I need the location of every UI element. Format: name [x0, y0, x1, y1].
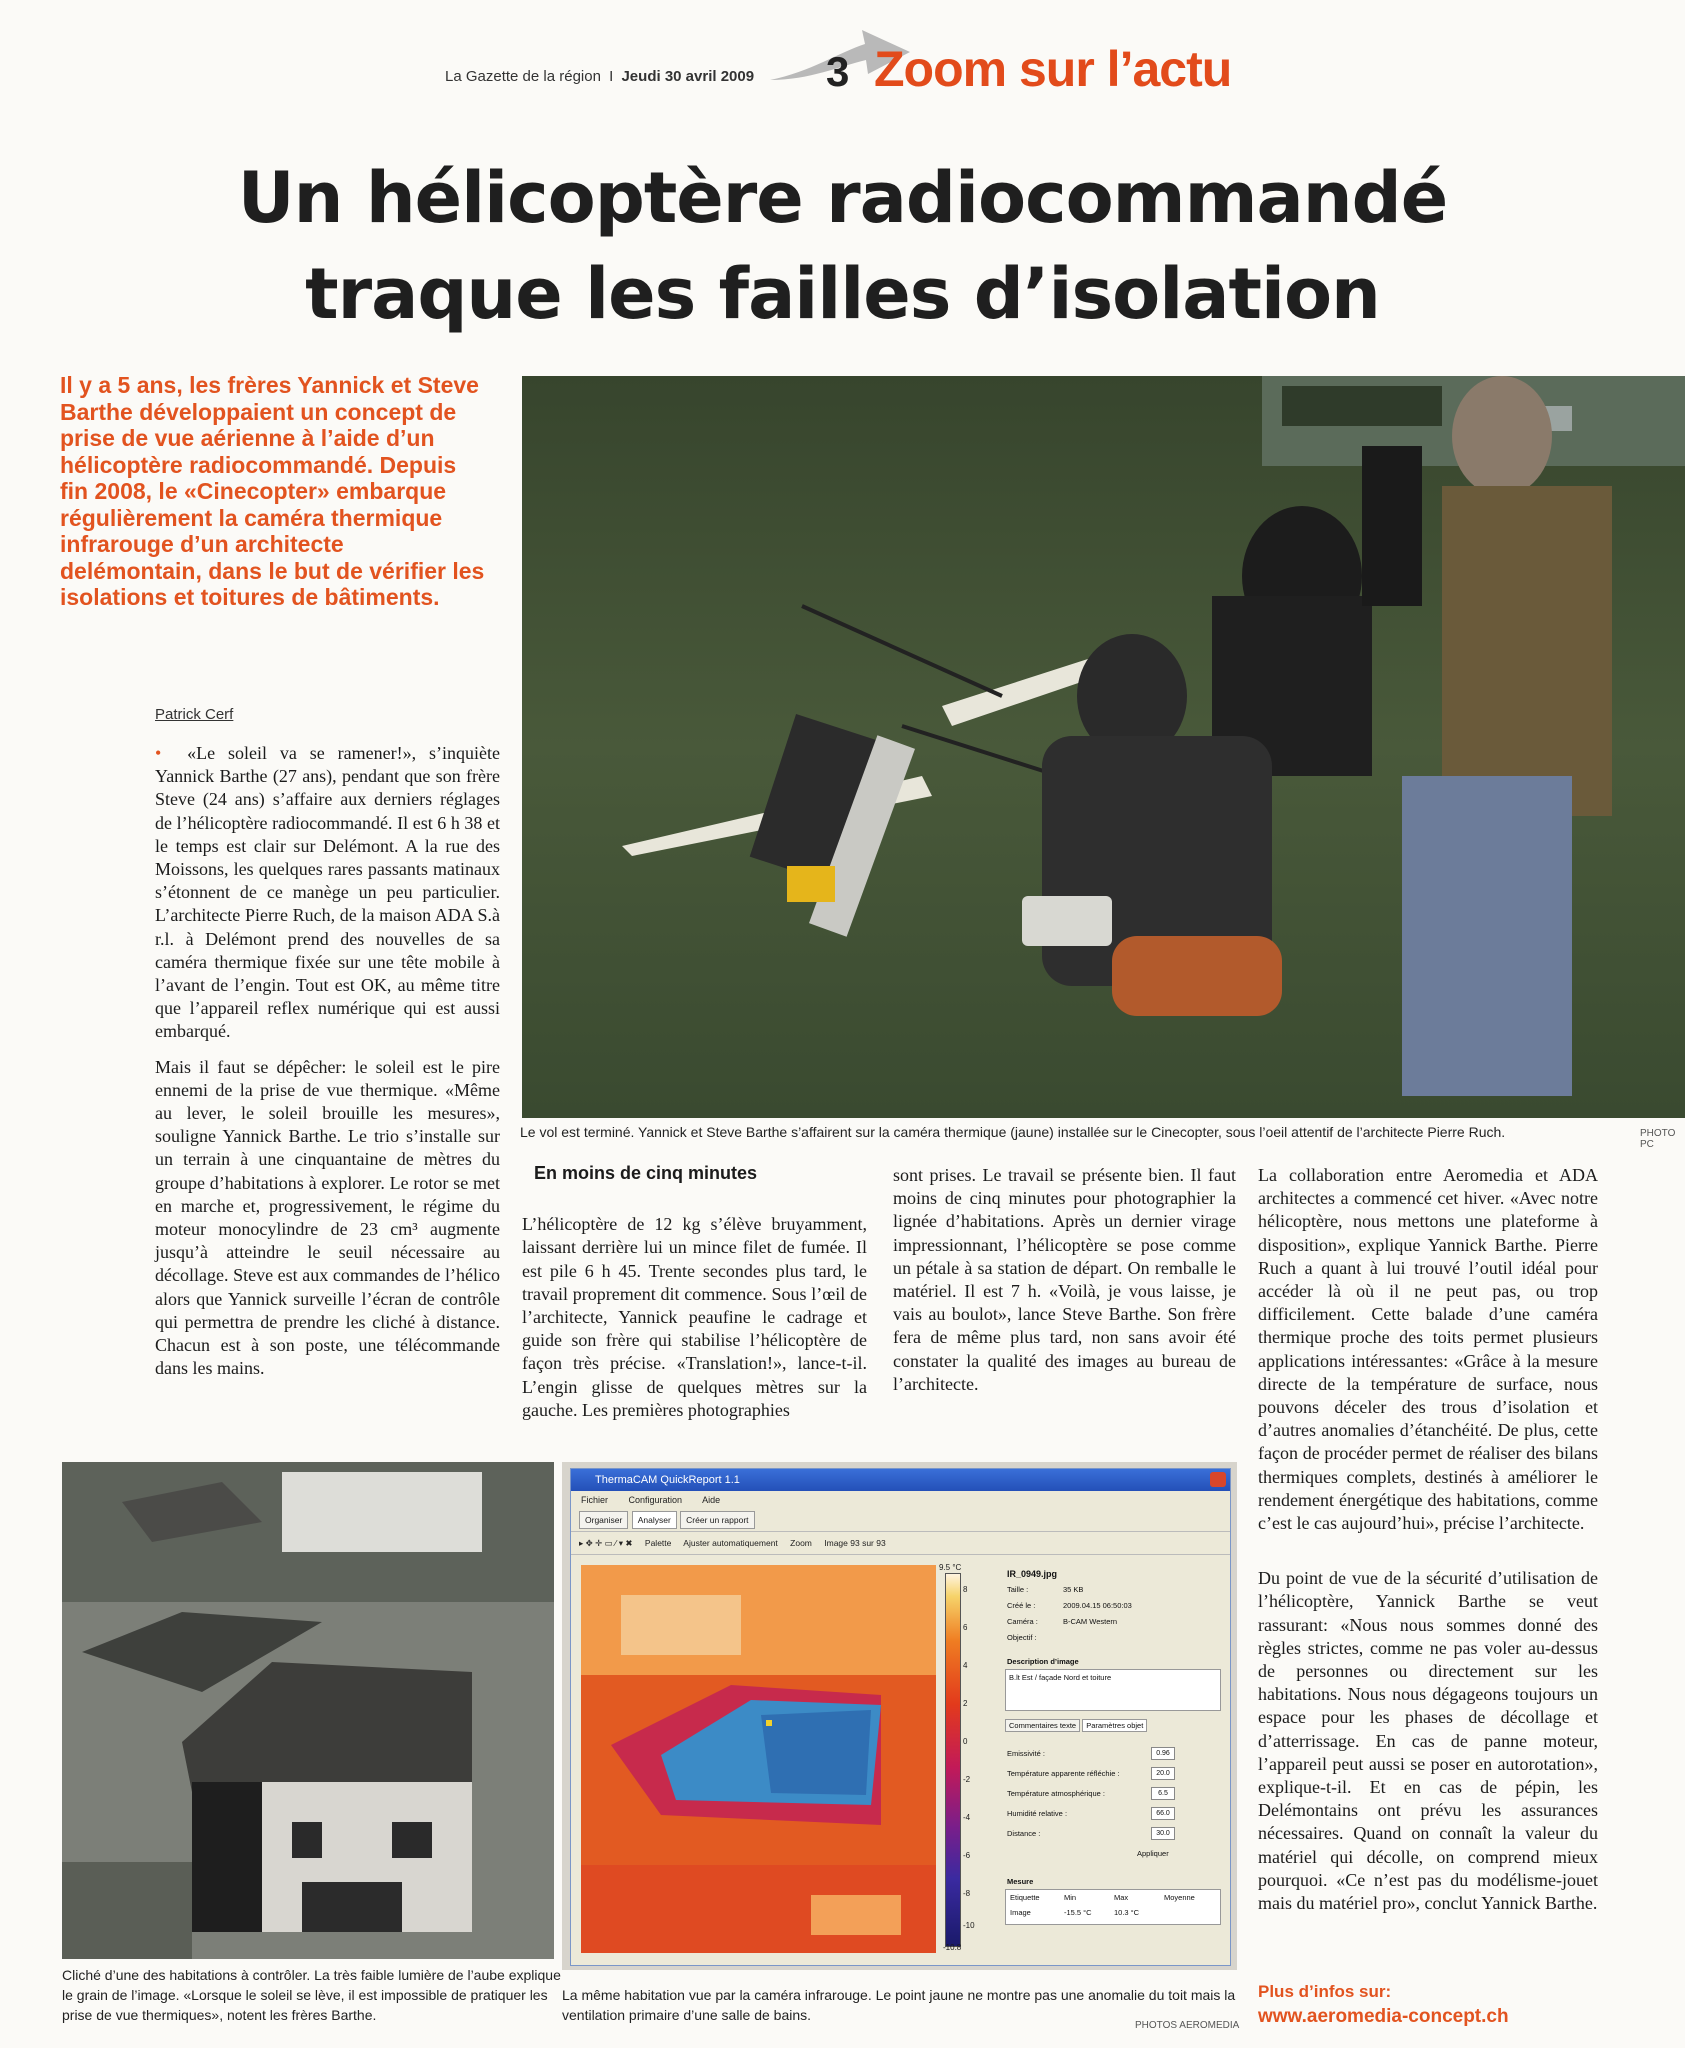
scale-tick: 6	[963, 1623, 968, 1632]
article-column-2	[522, 1162, 867, 1434]
toolbar-zoom: Zoom	[790, 1538, 812, 1548]
thermacam-window	[570, 1468, 1231, 1966]
menu-item: Fichier	[581, 1495, 609, 1505]
param-label: Distance :	[1007, 1829, 1041, 1838]
author-byline: Patrick Cerf	[155, 706, 234, 723]
thermal-image	[581, 1565, 936, 1953]
ir-photo-credit: PHOTOS AEROMEDIA	[1135, 2020, 1240, 2031]
scale-tick: 2	[963, 1699, 968, 1708]
description-label: Description d’image	[1007, 1657, 1079, 1666]
headline-line-2: traque les failles d’isolation	[305, 253, 1380, 335]
bullet-icon: •	[155, 743, 162, 763]
measure-header: Min	[1064, 1893, 1077, 1902]
lead-paragraph: Il y a 5 ans, les frères Yannick et Steve Barthe développaient un concept de prise de vue aérienne à l’aide d’un hélicoptère radiocommandé. Depuis fin 2008, le «Cinecopter» embarque régulièrement la caméra thermique infrarouge d’un architecte delémontain, dans le but de vérifier les isolations et toitures de bâtiments.	[60, 372, 485, 610]
measure-cell: 10.3 °C	[1114, 1908, 1140, 1917]
measure-table	[1005, 1889, 1221, 1925]
toolbar-image-counter: Image 93 sur 93	[824, 1538, 886, 1548]
header-separator: I	[609, 68, 614, 85]
file-name: IR_0949.jpg	[1007, 1569, 1058, 1579]
tab: Organiser	[579, 1511, 628, 1529]
scale-tick: -2	[963, 1775, 971, 1784]
param-field: 30.0	[1151, 1827, 1175, 1840]
measure-header: Max	[1114, 1893, 1129, 1902]
info-label: Objectif :	[1007, 1633, 1037, 1642]
article-column-3	[893, 1164, 1236, 1408]
main-photo-credit: PHOTO PC	[1640, 1128, 1676, 1150]
publication-name: La Gazette de la région	[445, 68, 601, 85]
scale-tick: -4	[963, 1813, 971, 1822]
image-info-panel	[1001, 1565, 1229, 1955]
window-title-bar	[571, 1469, 1230, 1491]
more-info-label: Plus d’infos sur:	[1258, 1982, 1392, 2001]
tab-bar	[571, 1509, 1230, 1531]
description-box	[1005, 1669, 1221, 1711]
toolbar	[571, 1531, 1230, 1555]
toolbar-auto-adjust: Ajuster automatiquement	[683, 1538, 778, 1548]
subtab: Commentaires texte	[1005, 1719, 1080, 1732]
info-value: B-CAM Western	[1063, 1617, 1118, 1626]
param-field: 66.0	[1151, 1807, 1175, 1820]
column3-paragraph-1: sont prises. Le travail se présente bien. Il faut moins de cinq minutes pour photographier la lignée d’habitations. Après un dernier virage impressionnant, l’hélicoptère se pose comme un pétale à sa station de départ. On remballe le matériel. Il est 7 h. «Voilà, je vous laisse, je vais au boulot», lance Steve Barthe. Son frère fera de même plus tard, non sans avoir été constater la qualité des images au bureau de l’architecte.	[893, 1165, 1236, 1394]
param-field: 20.0	[1151, 1767, 1175, 1780]
info-value: 2009.04.15 06:50:03	[1063, 1601, 1132, 1610]
house-photo-caption: Cliché d’une des habitations à contrôler. La très faible lumière de l’aube explique le grain de l’image. «Lorsque le soleil se lève, il est impossible de pratiquer les prise de vue thermiques», notent les frères Barthe.	[62, 1967, 561, 2023]
menu-item: Configuration	[628, 1495, 683, 1505]
article-column-4	[1258, 1164, 1598, 1927]
param-label: Température apparente réfléchie :	[1007, 1769, 1120, 1778]
measure-header: Moyenne	[1164, 1893, 1195, 1902]
column2-paragraph-1: L’hélicoptère de 12 kg s’élève bruyamment, laissant derrière lui un mince filet de fumée. Il est pile 6 h 45. Trente secondes plus tard, le travail proprement dit commence. Sous l’œil de l’architecte, Yannick peaufine le cadrage et guide son frère qui stabilise l’hélicoptère de façon très précise. «Translation!», lance-t-il. L’engin glisse de quelques mètres sur la gauche. Les premières photographies	[522, 1214, 867, 1420]
scale-tick: -8	[963, 1889, 971, 1898]
param-field: 6.5	[1151, 1787, 1175, 1800]
main-photo-caption: Le vol est terminé. Yannick et Steve Barthe s’affairent sur la caméra thermique (jaune) installée sur le Cinecopter, sous l’oeil attentif de l’architecte Pierre Ruch.	[520, 1124, 1506, 1140]
publication-date: Jeudi 30 avril 2009	[621, 68, 755, 85]
column1-paragraph-1	[155, 742, 500, 1044]
info-value: 35 KB	[1063, 1585, 1084, 1594]
info-label: Taille :	[1007, 1585, 1029, 1594]
tab: Analyser	[632, 1511, 677, 1529]
more-info-link[interactable]: www.aeromedia-concept.ch	[1258, 2006, 1509, 2027]
section-title: Zoom sur l’actu	[874, 41, 1232, 97]
measure-cell: Image	[1010, 1908, 1031, 1917]
toolbar-palette: Palette	[644, 1538, 672, 1548]
subheading: En moins de cinq minutes	[534, 1163, 758, 1183]
headline-line-1: Un hélicoptère radiocommandé	[237, 157, 1448, 239]
description-value: B.lt Est / façade Nord et toiture	[1009, 1673, 1112, 1682]
menu-bar	[571, 1491, 1230, 1509]
info-label: Créé le :	[1007, 1601, 1036, 1610]
window-title: ThermaCAM QuickReport 1.1	[595, 1474, 740, 1486]
info-label: Caméra :	[1007, 1617, 1038, 1626]
headline	[0, 150, 1685, 342]
measure-header: Etiquette	[1010, 1893, 1040, 1902]
param-field: 0.96	[1151, 1747, 1175, 1760]
column4-paragraph-2: Du point de vue de la sécurité d’utilisation de l’hélicoptère, Yannick Barthe se veut rassurant: «Nous nous sommes donné des règles strictes, comme ne pas voler au-dessus de personnes ou directement sur les habitations. Nous nous dégageons toujours un espace pour les phases de décollage et d’atterrissage. En cas de panne moteur, l’appareil peut aussi se poser en autorotation», explique-t-il. Et en cas de pépin, les Delémontains ont prévu les assurances nécessaires. Quand on connaît la valeur du matériel qui décolle, on comprend mieux pourquoi. «Ce n’est pas du modélisme-jouet mais du matériel pro», conclut Yannick Barthe.	[1258, 1568, 1598, 1914]
apply-button: Appliquer	[1137, 1849, 1169, 1858]
param-label: Température atmosphérique :	[1007, 1789, 1105, 1798]
column4-paragraph-1: La collaboration entre Aeromedia et ADA architectes a commencé cet hiver. «Avec notre hélicoptère, nous mettons une plateforme à disposition», explique Yannick Barthe. Pierre Ruch a quant à lui trouvé l’outil idéal pour accéder là où il ne peut pas, ou trop difficilement. Cette balade d’une caméra thermique proche des toits permet plusieurs applications intéressantes: «Grâce à la mesure directe de la température de surface, nous pouvons déceler des trous d’isolation et d’autres anomalies d’étanchéité. De plus, cette façon de procéder permet de réaliser des bilans thermiques complets, destinés à améliorer le rendement énergétique des habitations, comme c’est le cas aujourd’hui», précise l’architecte.	[1258, 1165, 1598, 1534]
house-photo	[62, 1462, 554, 1959]
param-label: Emissivité :	[1007, 1749, 1045, 1758]
scale-top-label: 9.5 °C	[939, 1563, 962, 1572]
menu-item: Aide	[702, 1495, 721, 1505]
measure-label: Mesure	[1007, 1877, 1034, 1886]
subtab: Paramètres objet	[1082, 1719, 1147, 1732]
measure-cell: -15.5 °C	[1064, 1908, 1092, 1917]
ir-photo-caption: La même habitation vue par la caméra infrarouge. Le point jaune ne montre pas une anomalie du toit mais la ventilation primaire d’une salle de bains.	[562, 1987, 1236, 2023]
thermal-software-screenshot	[562, 1462, 1237, 1970]
temperature-scale	[939, 1565, 989, 1955]
publication-line	[445, 68, 754, 85]
param-label: Humidité relative :	[1007, 1809, 1068, 1818]
main-photo-helicopter-team	[522, 376, 1685, 1118]
toolbar-icons: ▸ ✥ ✛ ▭ ⁄ ▾ ✖	[579, 1538, 633, 1548]
tab: Créer un rapport	[680, 1511, 754, 1529]
subtab-bar	[1005, 1721, 1147, 1730]
scale-tick: 8	[963, 1585, 968, 1594]
color-scale-bar	[945, 1573, 961, 1947]
scale-bottom-label: -10.8	[943, 1943, 962, 1952]
close-icon	[1210, 1472, 1226, 1487]
scale-tick: -6	[963, 1851, 971, 1860]
page-number: 3	[826, 48, 850, 95]
scale-tick: 4	[963, 1661, 968, 1670]
article-column-1	[155, 742, 500, 1392]
scale-tick: -10	[963, 1921, 975, 1930]
column1-paragraph-2: Mais il faut se dépêcher: le soleil est le pire ennemi de la prise de vue thermique. «Même au lever, le soleil brouille les mesures», souligne Yannick Barthe. Le trio s’installe sur un terrain à une cinquantaine de mètres du groupe d’habitations à explorer. Le rotor se met en marche et, progressivement, le régime du moteur monocylindre de 23 cm³ augmente jusqu’à atteindre le seuil nécessaire au décollage. Steve est aux commandes de l’hélico alors que Yannick surveille l’écran de contrôle qui permettra de prendre les cliché à distance. Chacun est à son poste, une télécommande dans les mains.	[155, 1056, 500, 1379]
scale-tick: 0	[963, 1737, 968, 1746]
column1-text-1: «Le soleil va se ramener!», s’inquiète Yannick Barthe (27 ans), pendant que son frère Steve (24 ans) s’affaire aux derniers réglages de l’hélicoptère radiocommandé. Il est 6 h 38 et le temps est clair sur Delémont. A la rue des Moissons, les quelques rares passants matinaux s’étonnent de ce manège un peu particulier. L’architecte Pierre Ruch, de la maison ADA S.à r.l. à Delémont prend des nouvelles de sa caméra thermique fixée sur une tête mobile à l’avant de l’engin. Tout est OK, au même titre que l’appareil reflex numérique qui est aussi embarqué.	[155, 743, 500, 1042]
